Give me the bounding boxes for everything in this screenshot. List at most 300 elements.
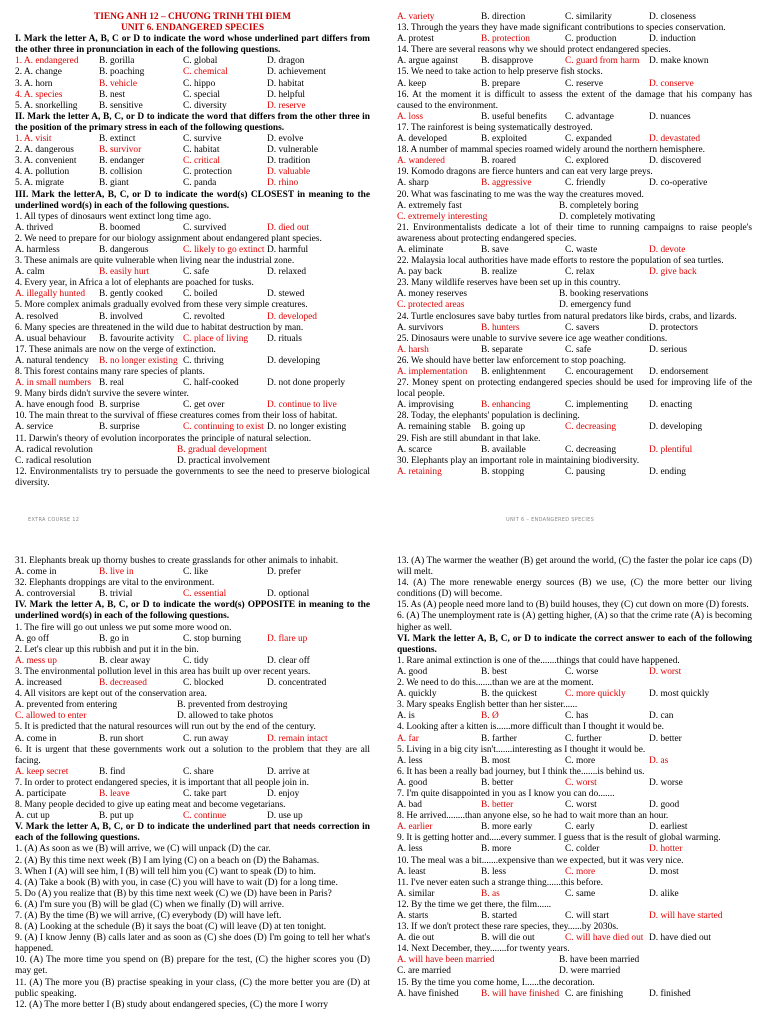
answer-option: A. least bbox=[397, 866, 426, 877]
page1-left-column bbox=[15, 12, 370, 489]
answer-option: D. protectors bbox=[649, 322, 698, 333]
answer-option: C. further bbox=[565, 733, 602, 744]
question-text: 1. All types of dinosaurs went extinct long time ago. bbox=[15, 211, 212, 222]
question-text: 2. Let's clear up this rubbish and put it in the bin. bbox=[15, 644, 199, 655]
answer-option: B. no longer existing bbox=[99, 355, 178, 366]
question-text: 16. At the moment it is difficult to assess the extent of the damage that his company has caused to the environment. bbox=[397, 89, 752, 111]
answer-option: C. worst bbox=[565, 777, 597, 788]
answer-options bbox=[15, 789, 370, 800]
answer-options bbox=[15, 156, 370, 167]
section-heading: II. Mark the letter A, B, C, or D to indicate the word that differs from the other three in the position of the primary stress in each of the following questions. bbox=[15, 111, 370, 133]
answer-option: C. encouragement bbox=[565, 367, 634, 377]
question-text: 12. (A) The more better I (B) study about endangered species, (C) the more I worry bbox=[15, 999, 329, 1010]
question-text: 8. This forest contains many rare species of plants. bbox=[15, 367, 205, 377]
answer-option: D. better bbox=[649, 733, 682, 744]
answer-option: D. flare up bbox=[267, 633, 308, 644]
answer-option: A. variety bbox=[397, 12, 435, 22]
answer-option: B. more early bbox=[481, 822, 533, 833]
answer-options bbox=[397, 955, 752, 966]
answer-option: A. controversial bbox=[15, 589, 76, 600]
answer-option: D. earliest bbox=[649, 822, 688, 833]
question-text: 8. He arrived........than anyone else, so he had to wait more than an hour. bbox=[397, 811, 669, 822]
answer-options bbox=[397, 201, 752, 212]
answer-option: B. will die out bbox=[481, 933, 535, 944]
question-text: 15. As (A) people need more land to (B) build houses, they (C) cut down on more (D) forests. bbox=[397, 600, 749, 611]
answer-options bbox=[397, 289, 752, 300]
answer-option: A. argue against bbox=[397, 56, 459, 67]
question-text: 23. Many wildlife reserves have been set up in this country. bbox=[397, 278, 621, 289]
answer-option: C. blocked bbox=[183, 678, 224, 689]
answer-option: C. more bbox=[565, 755, 596, 766]
answer-option: B. gorilla bbox=[99, 56, 135, 67]
answer-option: B. boomed bbox=[99, 222, 141, 233]
answer-option: A. illegally hunted bbox=[15, 289, 86, 300]
question-text: 4. Every year, in Africa a lot of elephants are poached for tusks. bbox=[15, 278, 254, 289]
answer-option: B. dangerous bbox=[99, 244, 149, 255]
answer-option: C. safe bbox=[565, 344, 592, 355]
section-heading: V. Mark the letter A, B, C, or D to indicate the underlined part that needs correction in each of the following questions. bbox=[15, 822, 370, 844]
footer-left: EXTRA COURSE 12 bbox=[28, 517, 80, 523]
answer-option: B. poaching bbox=[99, 67, 145, 78]
answer-option: D. good bbox=[649, 800, 680, 811]
answer-option: A. radical revolution bbox=[15, 444, 93, 455]
answer-options bbox=[397, 345, 752, 356]
answer-option: A. keep secret bbox=[15, 766, 69, 777]
question-text: 4. (A) Take a book (B) with you, in case (C) you will have to wait (D) for a long time. bbox=[15, 877, 338, 888]
answer-option: D. prefer bbox=[267, 567, 301, 578]
answer-option: B. hunters bbox=[481, 322, 520, 333]
question-text: 14. There are several reasons why we should protect endangered species. bbox=[397, 45, 671, 56]
answer-option: 1. A. endangered bbox=[15, 56, 79, 67]
answer-options bbox=[15, 400, 370, 411]
answer-option: D. conserve bbox=[649, 78, 694, 89]
answer-option: D. induction bbox=[649, 34, 696, 45]
answer-options bbox=[397, 56, 752, 67]
question-text: 21. Environmentalists dedicate a lot of their time to running campaigns to raise people's awareness about protecting endangered species. bbox=[397, 222, 752, 244]
question-text: 5. It is predicted that the natural resources will run out by the end of the century. bbox=[15, 722, 316, 733]
worksheet-page-2 bbox=[0, 548, 768, 1024]
page1-left-questions bbox=[15, 34, 370, 489]
answer-option: D. closeness bbox=[649, 12, 696, 22]
answer-option: C. tidy bbox=[183, 655, 209, 666]
answer-option: C. like bbox=[183, 567, 208, 578]
answer-option: A. increased bbox=[15, 678, 62, 689]
answer-option: C. essential bbox=[183, 589, 227, 600]
answer-option: B. favourite activity bbox=[99, 333, 175, 344]
answer-option: A. starts bbox=[397, 911, 429, 921]
answer-options bbox=[397, 822, 752, 833]
answer-options bbox=[397, 323, 752, 334]
answer-option: B. most bbox=[481, 755, 511, 766]
answer-option: B. the quickest bbox=[481, 689, 537, 700]
answer-option: A. similar bbox=[397, 888, 435, 899]
answer-option: D. optional bbox=[267, 589, 310, 600]
answer-options bbox=[15, 811, 370, 822]
question-text: 7. In order to protect endangered species, it is important that all people join in. bbox=[15, 777, 309, 788]
answer-option: 3. A. convenient bbox=[15, 156, 77, 167]
footer-right: UNIT 6 – ENDANGERED SPECIES bbox=[506, 517, 595, 523]
answer-option: C. are finishing bbox=[565, 988, 624, 999]
question-text: 13. If we don't protect these rare species, they......by 2030s. bbox=[397, 922, 619, 933]
answer-options bbox=[15, 90, 370, 101]
answer-option: C. expanded bbox=[565, 134, 612, 145]
answer-options bbox=[397, 734, 752, 745]
answer-option: B. better bbox=[481, 800, 514, 811]
answer-option: A. wandered bbox=[397, 156, 445, 167]
answer-option: D. practical involvement bbox=[177, 455, 270, 466]
answer-option: B. realize bbox=[481, 267, 517, 278]
answer-option: D. valuable bbox=[267, 167, 311, 178]
answer-option: A. less bbox=[397, 844, 423, 855]
question-text: 17. The rainforest is being systematically destroyed. bbox=[397, 122, 593, 133]
answer-option: B. sensitive bbox=[99, 100, 143, 111]
page2-left-column bbox=[15, 556, 370, 1011]
question-text: 14. Next December, they.......for twenty years. bbox=[397, 944, 570, 955]
question-text: 27. Money spent on protecting endangered species should be used for improving life of the local people. bbox=[397, 378, 752, 400]
answer-option: A. thrived bbox=[15, 222, 54, 233]
answer-options bbox=[15, 445, 370, 456]
answer-options bbox=[15, 223, 370, 234]
answer-option: A. come in bbox=[15, 733, 57, 744]
answer-option: D. ending bbox=[649, 466, 686, 477]
question-text: 6. Many species are threatened in the wild due to habitat destruction by man. bbox=[15, 322, 304, 333]
answer-option: D. discovered bbox=[649, 156, 702, 167]
answer-option: B. enhancing bbox=[481, 400, 531, 411]
question-text: 22. Malaysia local authorities have made efforts to restore the population of sea turtles. bbox=[397, 256, 724, 267]
question-text: 1. The fire will go out unless we put some more wood on. bbox=[15, 622, 232, 633]
question-text: 14. (A) The more renewable energy sources (B) we use, (C) the more better our living conditions (D) will become. bbox=[397, 578, 752, 600]
answer-option: C. has bbox=[565, 711, 589, 722]
question-text: 10. (A) The more time you spend on (B) prepare for the test, (C) the higher scores you (D) may get. bbox=[15, 955, 370, 977]
answer-option: A. implementation bbox=[397, 367, 468, 377]
answer-options bbox=[15, 567, 370, 578]
answer-option: D. vulnerable bbox=[267, 145, 319, 156]
answer-option: B. enlightenment bbox=[481, 367, 546, 377]
answer-option: A. loss bbox=[397, 111, 424, 122]
answer-option: C. critical bbox=[183, 156, 220, 167]
answer-option: B. vehicle bbox=[99, 78, 138, 89]
answer-option: A. improvising bbox=[397, 400, 454, 411]
answer-option: D. most quickly bbox=[649, 689, 710, 700]
answer-option: C. same bbox=[565, 888, 596, 899]
answer-option: C. friendly bbox=[565, 178, 606, 189]
answer-option: C. safe bbox=[183, 267, 210, 278]
answer-option: A. eliminate bbox=[397, 244, 444, 255]
answer-option: A. will have been married bbox=[397, 955, 495, 966]
answer-option: A. remaining stable bbox=[397, 422, 471, 433]
answer-option: A. bad bbox=[397, 800, 422, 811]
answer-options bbox=[15, 334, 370, 345]
answer-options bbox=[15, 356, 370, 367]
answer-option: B. prevented from destroying bbox=[177, 700, 288, 711]
answer-option: C. advantage bbox=[565, 111, 614, 122]
question-text: 30. Elephants play an important role in maintaining biodiversity. bbox=[397, 455, 640, 466]
answer-options bbox=[397, 422, 752, 433]
answer-option: C. decreasing bbox=[565, 422, 617, 433]
answer-option: C. likely to go extinct bbox=[183, 244, 265, 255]
answer-option: C. continuing to exist bbox=[183, 422, 264, 433]
answer-options bbox=[397, 911, 752, 922]
answer-option: D. give back bbox=[649, 267, 697, 278]
answer-options bbox=[15, 267, 370, 278]
answer-option: C. implementing bbox=[565, 400, 629, 411]
answer-option: D. remain intact bbox=[267, 733, 328, 744]
answer-option: D. reserve bbox=[267, 100, 306, 111]
answer-option: A. usual behaviour bbox=[15, 333, 87, 344]
answer-option: B. exploited bbox=[481, 134, 527, 145]
answer-option: B. real bbox=[99, 378, 124, 389]
answer-option: C. place of living bbox=[183, 333, 249, 344]
question-text: 15. By the time you come home, I......the decoration. bbox=[397, 977, 595, 988]
question-text: 31. Elephants break up thorny bushes to create grasslands for other animals to inhabit. bbox=[15, 556, 339, 566]
question-text: 32. Elephants droppings are vital to the environment. bbox=[15, 578, 215, 589]
answer-option: B. protection bbox=[481, 34, 530, 45]
answer-option: D. serious bbox=[649, 344, 688, 355]
question-text: 12. Environmentalists try to persuade the governments to see the need to preserve biological diversity. bbox=[15, 466, 370, 488]
page2-right-column bbox=[397, 556, 752, 1000]
answer-option: C. worst bbox=[565, 800, 597, 811]
answer-option: C. protection bbox=[183, 167, 232, 178]
answer-option: C. production bbox=[565, 34, 617, 45]
answer-option: C. relax bbox=[565, 267, 595, 278]
answer-option: A. harsh bbox=[397, 344, 429, 355]
question-text: 7. I'm quite disappointed in you as I know you can do....... bbox=[397, 788, 615, 799]
answer-option: 4. A. species bbox=[15, 89, 63, 100]
answer-option: A. is bbox=[397, 711, 415, 722]
answer-options bbox=[15, 289, 370, 300]
answer-option: D. alike bbox=[649, 888, 679, 899]
question-text: 18. A number of mammal species roamed widely around the northern hemisphere. bbox=[397, 145, 705, 156]
answer-option: B. leave bbox=[99, 788, 130, 799]
answer-option: B. roared bbox=[481, 156, 516, 167]
answer-option: C. hippo bbox=[183, 78, 216, 89]
question-text: 9. It is getting hotter and.....every summer. I guess that is the result of global warming. bbox=[397, 833, 721, 844]
answer-option: A. survivors bbox=[397, 322, 444, 333]
answer-option: A. go off bbox=[15, 633, 49, 644]
page2-left-questions bbox=[15, 556, 370, 1011]
answer-options bbox=[397, 156, 752, 167]
answer-option: D. developed bbox=[267, 311, 317, 322]
question-text: 7. (A) By the time (B) we will arrive, (C) everybody (D) will have left. bbox=[15, 911, 282, 921]
answer-options bbox=[15, 67, 370, 78]
answer-option: B. as bbox=[481, 888, 500, 899]
answer-options bbox=[15, 456, 370, 467]
question-text: 28. Today, the elephants' population is declining. bbox=[397, 411, 580, 422]
answer-option: A. far bbox=[397, 733, 419, 744]
question-text: 4. All visitors are kept out of the conservation area. bbox=[15, 689, 207, 700]
question-text: 3. These animals are quite vulnerable when living near the industrial zone. bbox=[15, 256, 295, 267]
answer-option: B. aggressive bbox=[481, 178, 532, 189]
answer-option: D. no longer existing bbox=[267, 422, 347, 433]
answer-option: B. clear away bbox=[99, 655, 151, 666]
answer-option: C. habitat bbox=[183, 145, 220, 156]
unit-title: UNIT 6. ENDANGERED SPECIES bbox=[120, 23, 265, 34]
answer-options bbox=[397, 12, 752, 23]
question-text: 9. Many birds didn't survive the severe winter. bbox=[15, 389, 189, 400]
answer-option: A. sharp bbox=[397, 178, 429, 189]
answer-option: D. concentrated bbox=[267, 678, 327, 689]
answer-option: B. go in bbox=[99, 633, 129, 644]
answer-options bbox=[397, 667, 752, 678]
answer-option: B. useful benefits bbox=[481, 111, 547, 122]
answer-option: B. surprise bbox=[99, 422, 140, 433]
answer-option: A. less bbox=[397, 755, 423, 766]
answer-option: D. worse bbox=[649, 777, 683, 788]
answer-option: D. can bbox=[649, 711, 674, 722]
answer-option: B. run short bbox=[99, 733, 144, 744]
answer-option: D. harmful bbox=[267, 244, 309, 255]
answer-option: B. extinct bbox=[99, 134, 136, 145]
answer-option: C. similarity bbox=[565, 12, 612, 22]
answer-options bbox=[15, 734, 370, 745]
answer-option: 5. A. migrate bbox=[15, 178, 64, 189]
question-text: 11. Darwin's theory of evolution incorporates the principle of natural selection. bbox=[15, 433, 312, 444]
answer-options bbox=[397, 112, 752, 123]
answer-option: D. use up bbox=[267, 811, 303, 822]
answer-option: C. reserve bbox=[565, 78, 604, 89]
worksheet-title: TIẾNG ANH 12 – CHƯƠNG TRÌNH THÍ ĐIỂM bbox=[94, 12, 291, 22]
answer-option: A. in small numbers bbox=[15, 378, 92, 389]
question-text: 3. Mary speaks English better than her sister...... bbox=[397, 700, 578, 711]
question-text: 5. Do (A) you realize that (B) by this time next week (C) we (D) have been in Paris? bbox=[15, 888, 332, 899]
answer-options bbox=[15, 178, 370, 189]
answer-options bbox=[15, 711, 370, 722]
answer-options bbox=[15, 378, 370, 389]
answer-option: D. not done properly bbox=[267, 378, 346, 389]
answer-option: A. come in bbox=[15, 567, 57, 578]
answer-option: D. stewed bbox=[267, 289, 305, 300]
question-text: 20. What was fascinating to me was the way the creatures moved. bbox=[397, 189, 644, 200]
answer-option: C. are married bbox=[397, 966, 451, 977]
answer-option: D. finished bbox=[649, 988, 691, 999]
answer-option: B. nest bbox=[99, 89, 126, 100]
answer-option: A. scarce bbox=[397, 444, 432, 455]
question-text: 11. I've never eaten such a strange thing......this before. bbox=[397, 877, 603, 888]
answer-option: 2. A. change bbox=[15, 67, 62, 78]
answer-option: D. hotter bbox=[649, 844, 683, 855]
answer-option: D. evolve bbox=[267, 134, 304, 145]
page2-right-questions bbox=[397, 556, 752, 1000]
answer-option: B. available bbox=[481, 444, 526, 455]
answer-option: C. protected areas bbox=[397, 300, 465, 311]
answer-options bbox=[397, 79, 752, 90]
answer-option: B. save bbox=[481, 244, 509, 255]
answer-option: A. pay back bbox=[397, 267, 443, 278]
question-text: 1. (A) As soon as we (B) will arrive, we (C) will unpack (D) the car. bbox=[15, 844, 271, 855]
answer-options bbox=[15, 422, 370, 433]
answer-options bbox=[15, 767, 370, 778]
section-heading: I. Mark the letter A, B, C or D to indicate the word whose underlined part differs from the other three in pronunciation in each of the following questions. bbox=[15, 34, 370, 56]
answer-options bbox=[397, 300, 752, 311]
answer-option: C. special bbox=[183, 89, 220, 100]
question-text: 29. Fish are still abundant in that lake. bbox=[397, 433, 541, 444]
question-text: 11. (A) The more you (B) practise speaking in your class, (C) the more better you are (D) at public speaking. bbox=[15, 977, 370, 999]
answer-option: B. collision bbox=[99, 167, 143, 178]
answer-option: C. thriving bbox=[183, 355, 224, 366]
answer-options bbox=[397, 778, 752, 789]
answer-option: C. worse bbox=[565, 666, 599, 677]
page1-right-column bbox=[397, 12, 752, 478]
answer-option: C. half-cooked bbox=[183, 378, 239, 389]
answer-options bbox=[15, 101, 370, 112]
question-text: 2. We need to do this.......than we are at the moment. bbox=[397, 678, 594, 689]
answer-option: B. completely boring bbox=[559, 200, 639, 211]
answer-option: D. achievement bbox=[267, 67, 326, 78]
answer-option: B. involved bbox=[99, 311, 143, 322]
answer-options bbox=[15, 312, 370, 323]
answer-option: C. chemical bbox=[183, 67, 228, 78]
question-text: 6. It is urgent that these governments work out a solution to the problem that they are all facing. bbox=[15, 744, 370, 766]
answer-option: A. retaining bbox=[397, 466, 442, 477]
question-text: 10. The main threat to the survival of ffiese creatures comes from their loss of habitat. bbox=[15, 411, 338, 422]
answer-option: B. trivial bbox=[99, 589, 133, 600]
answer-options bbox=[397, 889, 752, 900]
answer-option: D. emergency fund bbox=[559, 300, 631, 311]
answer-option: C. run away bbox=[183, 733, 229, 744]
answer-option: D. devastated bbox=[649, 134, 701, 145]
answer-option: C. continue bbox=[183, 811, 227, 822]
answer-option: B. going up bbox=[481, 422, 526, 433]
answer-option: C. stop burning bbox=[183, 633, 242, 644]
answer-options bbox=[397, 966, 752, 977]
answer-option: C. take part bbox=[183, 788, 227, 799]
answer-option: C. share bbox=[183, 766, 214, 777]
question-text: 4. Looking after a kitten is......more difficult than I thought it would be. bbox=[397, 722, 664, 733]
question-text: 6. It has been a really bad journey, but I think the.......is behind us. bbox=[397, 766, 645, 777]
answer-option: A. keep bbox=[397, 78, 427, 89]
answer-option: C. global bbox=[183, 56, 218, 67]
question-text: 6. (A) I'm sure you (B) will be glad (C) when we finally (D) will arrive. bbox=[15, 899, 285, 910]
answer-options bbox=[397, 711, 752, 722]
answer-option: D. clear off bbox=[267, 655, 310, 666]
answer-option: D. tradition bbox=[267, 156, 311, 167]
section-heading: VI. Mark the letter A, B, C, or D to indicate the correct answer to each of the following questions. bbox=[397, 633, 752, 655]
answer-option: B. best bbox=[481, 666, 508, 677]
answer-option: B. will have finished bbox=[481, 988, 560, 999]
answer-option: A. earlier bbox=[397, 822, 433, 833]
question-text: 1. Rare animal extinction is one of the.......things that could have happened. bbox=[397, 655, 680, 666]
answer-option: D. devote bbox=[649, 244, 686, 255]
answer-options bbox=[15, 245, 370, 256]
answer-options bbox=[397, 245, 752, 256]
answer-options bbox=[397, 134, 752, 145]
answer-option: C. revolted bbox=[183, 311, 225, 322]
answer-option: A. natural tendency bbox=[15, 355, 89, 366]
answer-option: D. died out bbox=[267, 222, 309, 233]
answer-option: C. panda bbox=[183, 178, 217, 189]
answer-option: C. more bbox=[565, 866, 596, 877]
answer-option: D. habitat bbox=[267, 78, 304, 89]
answer-options bbox=[15, 134, 370, 145]
answer-option: A. extremely fast bbox=[397, 200, 462, 211]
answer-option: B. more bbox=[481, 844, 512, 855]
question-text: 10. The meal was a bit.......expensive than we expected, but it was very nice. bbox=[397, 855, 684, 866]
answer-option: D. enacting bbox=[649, 400, 693, 411]
answer-option: C. will start bbox=[565, 911, 610, 921]
answer-option: B. survivor bbox=[99, 145, 142, 156]
answer-option: C. colder bbox=[565, 844, 600, 855]
answer-option: A. cut up bbox=[15, 811, 50, 822]
answer-options bbox=[397, 800, 752, 811]
answer-option: A. developed bbox=[397, 134, 447, 145]
answer-option: 2. A. dangerous bbox=[15, 145, 74, 156]
question-text: 15. We need to take action to help preserve fish stocks. bbox=[397, 67, 603, 78]
question-text: 3. When I (A) will see him, I (B) will tell him you (C) want to speak (D) to him. bbox=[15, 866, 316, 877]
answer-option: B. less bbox=[481, 866, 507, 877]
answer-option: D. allowed to take photos bbox=[177, 711, 274, 722]
answer-option: A. harmless bbox=[15, 244, 60, 255]
answer-option: A. money reserves bbox=[397, 289, 468, 300]
